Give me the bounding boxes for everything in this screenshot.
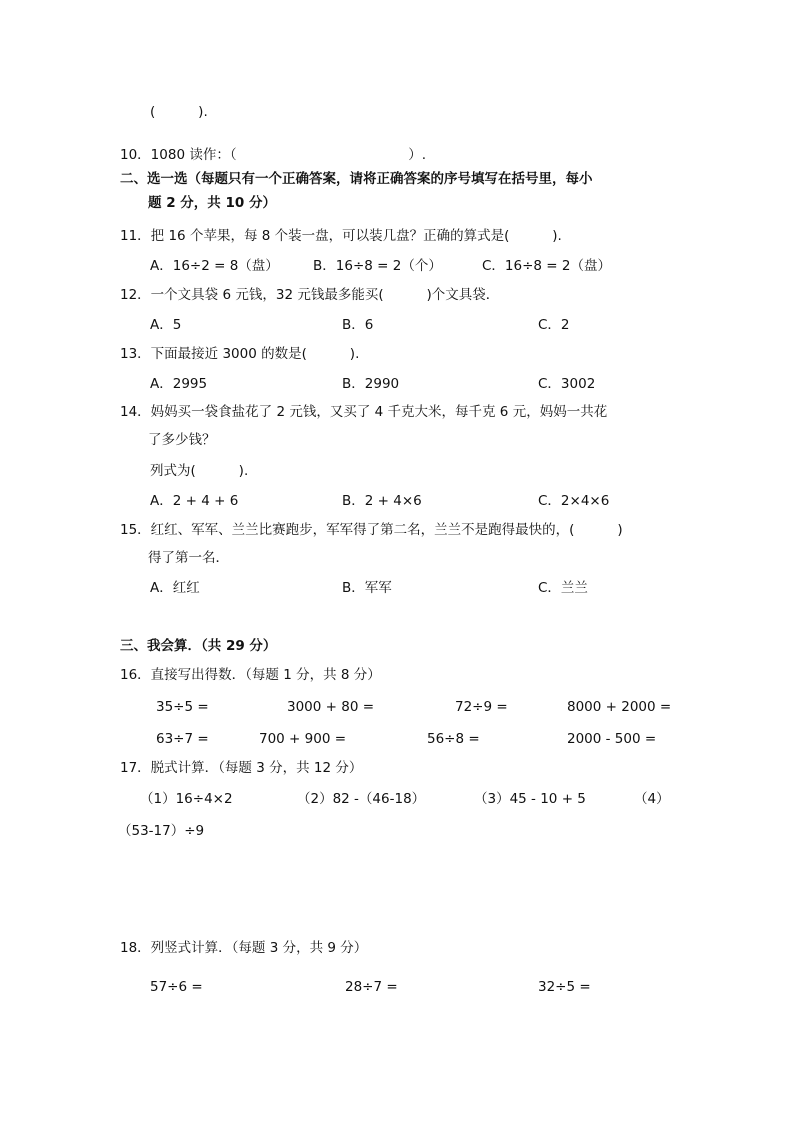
question-14-stem-cont: 了多少钱？ [148, 432, 216, 448]
section-2-heading-cont: 题 2 分，共 10 分） [148, 195, 276, 211]
section-3-heading: 三、我会算．（共 29 分） [120, 638, 277, 654]
question-11-stem: 11．把 16 个苹果，每 8 个装一盘，可以装几盘？正确的算式是( ). [120, 228, 562, 244]
q17-item: （4） [634, 791, 670, 807]
q16-item: 8000 + 2000 = [567, 699, 672, 715]
q16-item: 3000 + 80 = [287, 699, 375, 715]
question-15-option-b: B．军军 [342, 580, 392, 596]
question-14-stem: 14．妈妈买一袋食盐花了 2 元钱，又买了 4 千克大米，每千克 6 元，妈妈一共花 [120, 404, 608, 420]
q17-item: （3）45 - 10 + 5 [474, 791, 586, 807]
q16-item: 63÷7 = [156, 731, 209, 747]
question-12-option-c: C．2 [538, 317, 570, 333]
q16-item: 700 + 900 = [259, 731, 347, 747]
question-12-option-b: B．6 [342, 317, 374, 333]
question-17-stem: 17．脱式计算．（每题 3 分，共 12 分） [120, 760, 363, 776]
question-18-stem: 18．列竖式计算．（每题 3 分，共 9 分） [120, 940, 368, 956]
question-11-option-b: B．16÷8 = 2（个） [313, 258, 442, 274]
q18-item: 28÷7 = [345, 979, 398, 995]
question-13-option-b: B．2990 [342, 376, 400, 392]
q17-item: （2）82 -（46-18） [297, 791, 426, 807]
question-14-option-b: B．2 + 4×6 [342, 493, 422, 509]
q16-item: 72÷9 = [455, 699, 508, 715]
q17-item: （1）16÷4×2 [140, 791, 233, 807]
section-2-heading: 二、选一选（每题只有一个正确答案，请将正确答案的序号填写在括号里，每小 [120, 171, 593, 187]
q16-item: 56÷8 = [427, 731, 480, 747]
question-13-option-a: A．2995 [150, 376, 208, 392]
question-11-option-c: C．16÷8 = 2（盘） [482, 258, 611, 274]
question-16-stem: 16．直接写出得数．（每题 1 分，共 8 分） [120, 667, 381, 683]
q18-item: 32÷5 = [538, 979, 591, 995]
q18-item: 57÷6 = [150, 979, 203, 995]
question-10: 10．1080 读作：（ ）. [120, 147, 427, 163]
question-14-option-c: C．2×4×6 [538, 493, 610, 509]
q9-answer-blank: ( ). [150, 104, 208, 120]
question-13-stem: 13．下面最接近 3000 的数是( ). [120, 346, 360, 362]
question-15-option-c: C．兰兰 [538, 580, 588, 596]
q17-item-4-cont: （53-17）÷9 [118, 823, 205, 839]
q16-item: 35÷5 = [156, 699, 209, 715]
question-15-stem-cont: 得了第一名． [148, 550, 229, 566]
question-11-option-a: A．16÷2 = 8（盘） [150, 258, 279, 274]
question-14-option-a: A．2 + 4 + 6 [150, 493, 239, 509]
question-14-formula: 列式为( ). [150, 463, 249, 479]
question-12-stem: 12．一个文具袋 6 元钱，32 元钱最多能买( )个文具袋． [120, 287, 500, 303]
question-12-option-a: A．5 [150, 317, 182, 333]
q16-item: 2000 - 500 = [567, 731, 657, 747]
question-13-option-c: C．3002 [538, 376, 596, 392]
question-15-stem: 15．红红、军军、兰兰比赛跑步，军军得了第二名，兰兰不是跑得最快的，( ) [120, 522, 623, 538]
question-15-option-a: A．红红 [150, 580, 200, 596]
